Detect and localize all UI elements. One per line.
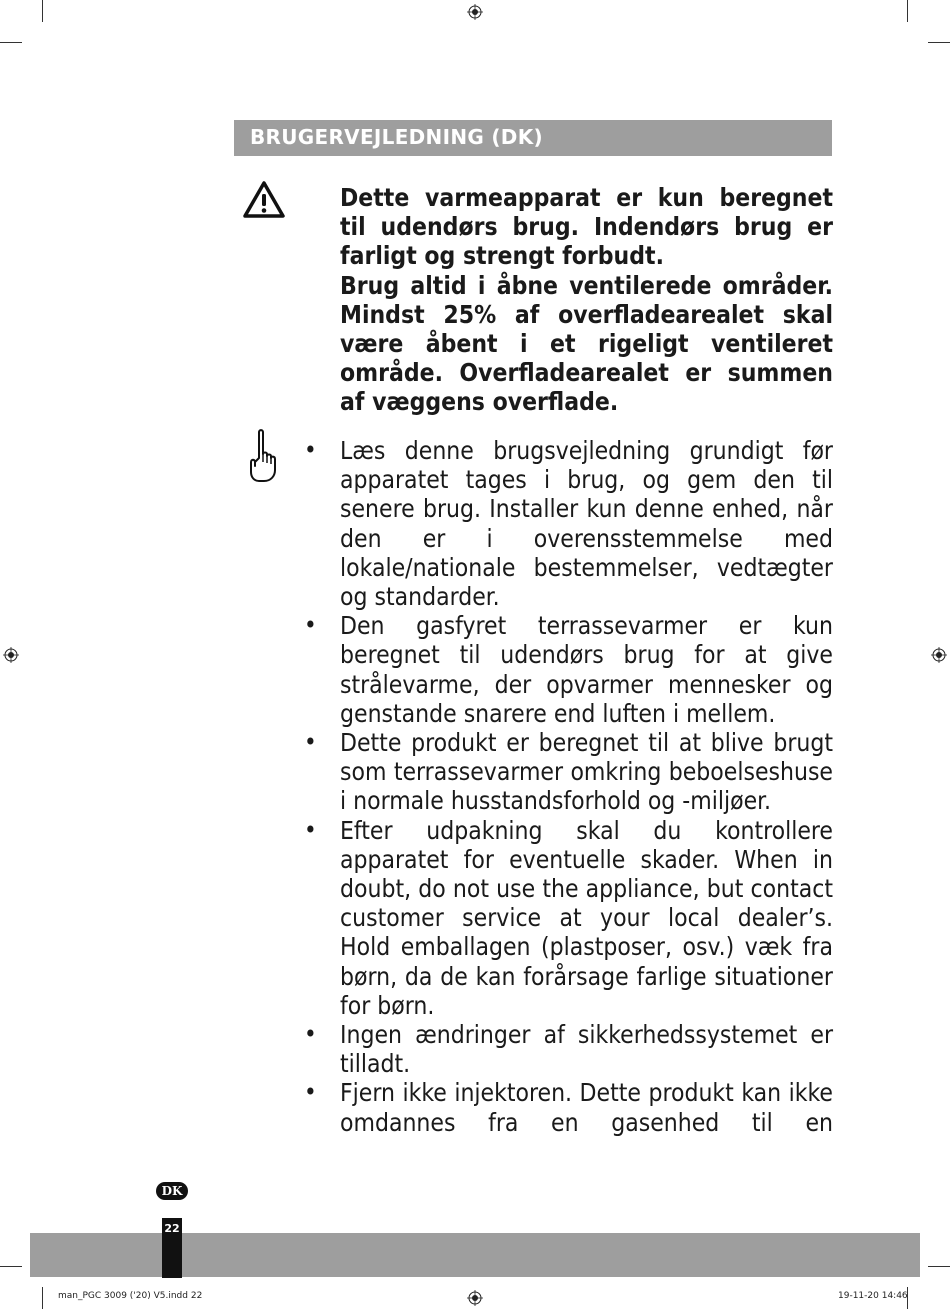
crop-mark: [928, 42, 950, 43]
registration-mark-icon: [467, 1290, 483, 1306]
page-title: BRUGERVEJLEDNING (DK): [250, 125, 543, 149]
crop-mark: [907, 0, 908, 22]
crop-mark: [42, 0, 43, 22]
safety-instructions-list: [304, 436, 833, 1137]
list-item: • Efter udpakning skal du kontrollere apparatet for eventuelle skader. When in doubt, do not use the appliance, but contact customer service at your local dealer’s. Hold emballagen (plastposer, osv.) væk fra børn, da de kan forårsage farlige situationer for børn.: [304, 816, 833, 1020]
crop-mark: [0, 42, 22, 43]
warning-paragraph: Brug altid i åbne ventilerede områder. Mindst 25% af overfladearealet skal være åbent i et rigeligt ventileret område. Overfladearealet er summen af væggens overflade.: [340, 270, 833, 417]
list-item: • Ingen ændringer af sikkerhedssystemet er tilladt.: [304, 1020, 833, 1078]
language-badge: DK: [156, 1182, 188, 1200]
registration-mark-icon: [931, 647, 947, 663]
warning-text: [340, 183, 833, 417]
warning-paragraph: Dette varmeapparat er kun beregnet til udendørs brug. Indendørs brug er farligt og strengt forbudt.: [340, 183, 833, 271]
file-slug: man_PGC 3009 ('20) V5.indd 22: [58, 1291, 203, 1301]
registration-mark-icon: [467, 4, 483, 20]
registration-mark-icon: [3, 647, 19, 663]
list-item: • Den gasfyret terrassevarmer er kun beregnet til udendørs brug for at give strålevarme, der opvarmer mennesker og genstande snarere end luften i mellem.: [304, 611, 833, 728]
list-item: • Læs denne brugsvejledning grundigt før apparatet tages i brug, og gem den til senere brug. Installer kun denne enhed, når den er i overensstemmelse med lokale/nationale bestemmelser, vedtægter og standarder.: [304, 436, 833, 611]
page-number: 22: [164, 1222, 180, 1235]
page-tab: [162, 1218, 182, 1278]
crop-mark: [42, 1287, 43, 1309]
date-slug: 19-11-20 14:46: [838, 1291, 908, 1301]
pointing-hand-icon: [246, 428, 280, 484]
list-item: • Fjern ikke injektoren. Dette produkt kan ikke omdannes fra en gasenhed til en: [304, 1078, 833, 1136]
list-item: • Dette produkt er beregnet til at blive brugt som terrassevarmer omkring beboelseshuse i normale husstandsforhold og -miljøer.: [304, 728, 833, 816]
warning-triangle-icon: [242, 180, 286, 220]
section-header: [234, 120, 832, 156]
crop-mark: [928, 1266, 950, 1267]
crop-mark: [0, 1266, 22, 1267]
